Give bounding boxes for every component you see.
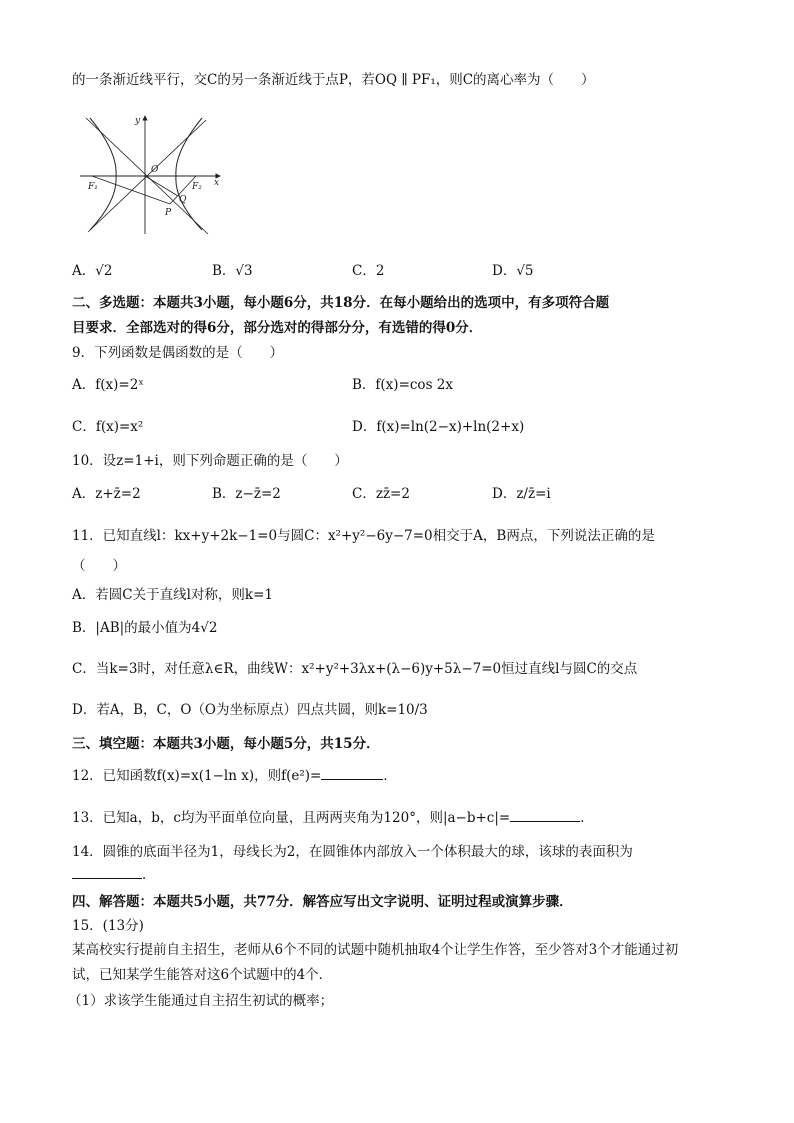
q8-option-a: A．√2 <box>72 263 113 279</box>
question-11-paren: （ ） <box>72 558 126 574</box>
label-y: y <box>135 116 141 126</box>
label-q: Q <box>179 195 187 205</box>
q13-answer-blank[interactable] <box>510 809 580 822</box>
q14-answer-blank[interactable] <box>72 866 142 879</box>
question-15-sub-1: （1）求该学生能通过自主招生初试的概率； <box>68 993 334 1009</box>
q10-option-d: D．z/z̄=i <box>492 486 551 502</box>
question-15-line-2: 试，已知某学生能答对这6个试题中的4个． <box>72 967 333 983</box>
q8-option-b: B．√3 <box>212 263 253 279</box>
q11-option-b: B．|AB|的最小值为4√2 <box>72 620 218 636</box>
section-4-heading: 四、解答题：本题共5小题，共77分．解答应写出文字说明、证明过程或演算步骤． <box>72 894 573 910</box>
hyperbola-figure <box>78 112 228 237</box>
q8-option-c: C．2 <box>352 263 385 279</box>
q11-option-c: C．当k=3时，对任意λ∈R，曲线W：x²+y²+3λx+(λ−6)y+5λ−7=0恒过直线l与圆C的交点 <box>72 661 638 677</box>
line-f1-p <box>92 176 170 204</box>
q11-option-a: A．若圆C关于直线l对称，则k=1 <box>72 587 273 603</box>
question-8-tail: 的一条渐近线平行，交C的另一条渐近线于点P，若OQ ∥ PF₁，则C的离心率为（ ） <box>72 72 595 88</box>
question-15-line-1: 某高校实行提前自主招生，老师从6个不同的试题中随机抽取4个让学生作答，至少答对3个才能通过初 <box>72 942 679 958</box>
label-f2: F₂ <box>192 182 202 192</box>
q11-option-d: D．若A，B，C，O（O为坐标原点）四点共圆，则k=10/3 <box>72 702 428 718</box>
question-13 <box>72 809 594 827</box>
q13-period: ． <box>580 810 594 826</box>
q10-option-a: A．z+z̄=2 <box>72 486 141 502</box>
q10-option-c: C．zz̄=2 <box>352 486 410 502</box>
q10-option-b: B．z−z̄=2 <box>212 486 281 502</box>
q12-period: ． <box>383 768 397 784</box>
left-branch <box>90 118 116 230</box>
question-14-line-2 <box>72 866 156 884</box>
question-10-stem: 10．设z=1+i，则下列命题正确的是（ ） <box>72 453 348 469</box>
section-2-heading-line-1: 二、多选题：本题共3小题，每小题6分，共18分．在每小题给出的选项中，有多项符合题 <box>72 295 610 311</box>
question-14-line-1: 14．圆锥的底面半径为1，母线长为2，在圆锥体内部放入一个体积最大的球，该球的表面积为 <box>72 844 633 860</box>
section-3-heading: 三、填空题：本题共3小题，每小题5分，共15分． <box>72 736 380 752</box>
q9-option-c: C．f(x)=x² <box>72 419 144 435</box>
section-2-heading-line-2: 目要求．全部选对的得6分，部分选对的得部分分，有选错的得0分． <box>72 320 483 336</box>
label-x: x <box>214 178 220 188</box>
label-o: O <box>151 165 159 175</box>
q12-text: 12．已知函数f(x)=x(1−ln x)，则f(e²)= <box>72 768 322 784</box>
label-f1: F₁ <box>88 182 98 192</box>
q9-option-a: A．f(x)=2ˣ <box>72 377 145 393</box>
question-9-stem: 9．下列函数是偶函数的是（ ） <box>72 345 284 361</box>
q14-period: ． <box>142 867 156 883</box>
q12-answer-blank[interactable] <box>321 767 383 780</box>
q8-option-d: D．√5 <box>492 263 534 279</box>
question-12 <box>72 767 397 785</box>
q9-option-d: D．f(x)=ln(2−x)+ln(2+x) <box>352 419 525 435</box>
question-15-heading: 15．(13分) <box>72 918 144 934</box>
line-o-q <box>145 176 178 196</box>
q13-text: 13．已知a，b，c均为平面单位向量，且两两夹角为120°，则|a−b+c|= <box>72 810 511 826</box>
right-branch <box>176 118 202 230</box>
question-11-stem: 11．已知直线l：kx+y+2k−1=0与圆C：x²+y²−6y−7=0相交于A，B两点，下列说法正确的是 <box>72 528 655 544</box>
q9-option-b: B．f(x)=cos 2x <box>352 377 453 393</box>
label-p: P <box>165 208 172 218</box>
